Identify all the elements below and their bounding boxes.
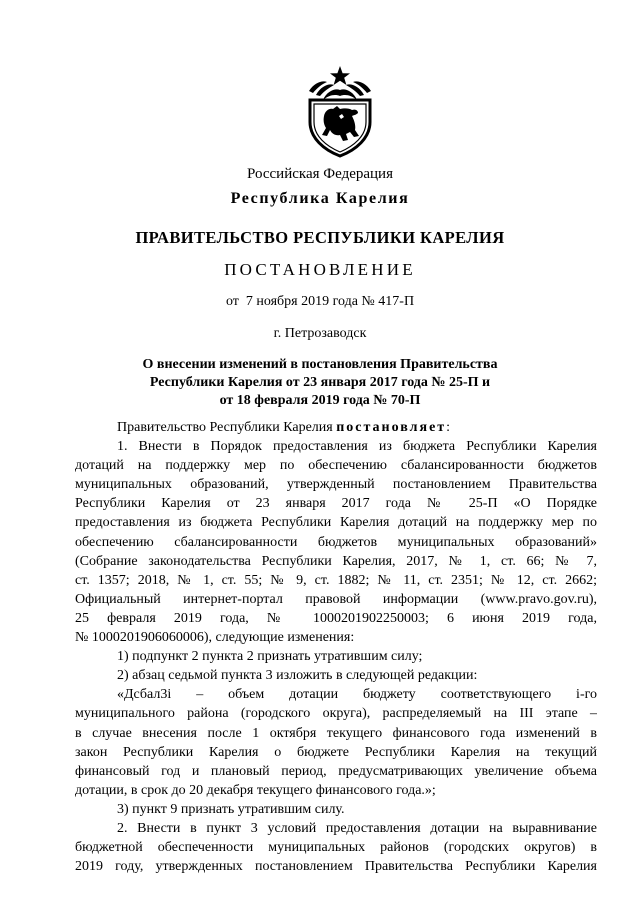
subject-line: от 18 февраля 2019 года № 70-П xyxy=(219,393,421,408)
body-line: № 1000201906060006), следующие изменения: xyxy=(75,630,355,646)
document-type: ПОСТАНОВЛЕНИЕ xyxy=(224,260,416,279)
body-line: муниципального района (городского округа), распределяемый на III этапе – xyxy=(75,706,597,722)
body-line: финансовый год и плановый период, предусматривающих увеличение объема xyxy=(75,763,597,779)
body-line: муниципальных образований, утвержденный постановлением Правительства xyxy=(75,477,597,493)
body-line: дотаций на поддержку мер по обеспечению сбалансированности бюджетов xyxy=(75,458,597,474)
intro-emphasis: постановляет xyxy=(336,420,447,435)
body-line: (Собрание законодательства Республики Карелия, 2017, № 1, ст. 66; № 7, xyxy=(75,553,597,569)
body-line: предоставления из бюджета Республики Карелия дотаций на поддержку мер по xyxy=(75,515,597,531)
body-line: закон Республики Карелия о бюджете Республики Карелия на текущий xyxy=(75,744,597,760)
resolution-intro xyxy=(75,418,597,437)
body-line: в случае внесения после 1 октября текущего финансового года изменений в xyxy=(75,725,597,741)
body-line: 1) подпункт 2 пункта 2 признать утратившим силу; xyxy=(117,649,423,665)
document-subject xyxy=(100,356,540,410)
document-body xyxy=(75,418,597,876)
body-line: «Дсбал3i – объем дотации бюджету соответствующего i-го xyxy=(117,687,597,703)
republic-name: Республика Карелия xyxy=(230,190,410,207)
karelia-coat-of-arms-icon xyxy=(294,64,386,158)
body-line: 1. Внести в Порядок предоставления из бюджета Республики Карелия xyxy=(117,439,597,455)
country-name: Российская Федерация xyxy=(247,166,393,182)
document-city: г. Петрозаводск xyxy=(273,326,367,341)
body-line: бюджетной обеспеченности муниципальных районов (городских округов) в xyxy=(75,840,597,856)
body-line: Официальный интернет-портал правовой информации (www.pravo.gov.ru), xyxy=(75,591,597,607)
body-line: 2) абзац седьмой пункта 3 изложить в следующей редакции: xyxy=(117,668,478,684)
body-line: 2019 году, утвержденных постановлением Правительства Республики Карелия xyxy=(75,859,597,875)
intro-end: : xyxy=(446,420,451,435)
government-title: ПРАВИТЕЛЬСТВО РЕСПУБЛИКИ КАРЕЛИЯ xyxy=(135,228,505,247)
body-line: Республики Карелия от 23 января 2017 года № 25-П «О Порядке xyxy=(75,496,597,512)
document-date-number: от 7 ноября 2019 года № 417-П xyxy=(225,294,415,309)
intro-text: Правительство Республики Карелия xyxy=(117,420,333,435)
body-line: дотации, в срок до 20 декабря текущего финансового года.»; xyxy=(75,782,436,798)
body-line: 25 февраля 2019 года, № 1000201902250003; 6 июня 2019 года, xyxy=(75,610,597,626)
subject-line: О внесении изменений в постановления Правительства xyxy=(142,357,498,372)
body-line: обеспечению сбалансированности бюджетов муниципальных образований» xyxy=(75,534,597,550)
subject-line: Республики Карелия от 23 января 2017 года № 25-П и xyxy=(149,375,491,390)
body-line: 3) пункт 9 признать утратившим силу. xyxy=(117,801,345,817)
body-line: 2. Внести в пункт 3 условий предоставления дотации на выравнивание xyxy=(117,820,597,836)
body-line: ст. 1357; 2018, № 1, ст. 55; № 9, ст. 1882; № 11, ст. 2351; № 12, ст. 2662; xyxy=(75,572,597,588)
